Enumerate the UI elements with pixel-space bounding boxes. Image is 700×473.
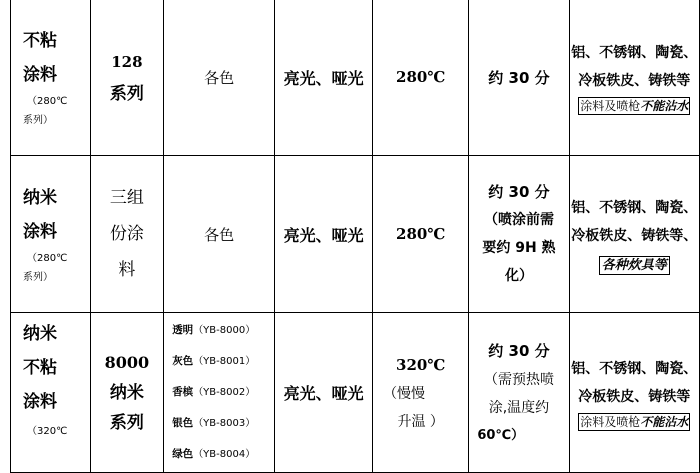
table-row <box>11 156 700 313</box>
usage-line: 冷板铁皮、铸铁等 <box>578 388 691 405</box>
color-item-code: （YB-8001） <box>193 356 256 367</box>
color-list-cell <box>164 313 275 473</box>
usage-warning-emphasis: 不能沾水 <box>640 99 689 113</box>
coating-name-line: 涂料 <box>23 392 57 412</box>
color-item-name: 香槟 <box>172 386 194 398</box>
coating-name-note: 系列） <box>23 115 53 126</box>
time-value: （喷涂前需 <box>483 212 554 228</box>
temperature-cell <box>373 156 469 313</box>
color-cell <box>164 156 275 313</box>
color-item-code: （YB-8002） <box>193 387 256 398</box>
usage-warning-prefix: 涂料及喷枪 <box>580 99 641 113</box>
series-cell <box>90 0 164 156</box>
color-cell <box>164 0 275 156</box>
usage-cell <box>569 156 699 313</box>
gloss-cell <box>275 313 373 473</box>
temperature-cell <box>373 313 469 473</box>
time-note: 涂,温度约 <box>488 399 550 416</box>
gloss-cell <box>275 156 373 313</box>
usage-warning <box>578 97 690 115</box>
color-item <box>172 346 274 377</box>
usage-cell <box>569 313 699 473</box>
time-cell <box>469 313 569 473</box>
time-value: 约 30 分 <box>488 341 550 360</box>
coating-name-note: （280℃ <box>27 96 68 107</box>
color-item-name: 透明 <box>172 324 194 336</box>
coating-name-line: 不粘 <box>23 31 57 51</box>
coating-name-cell <box>11 0 91 156</box>
usage-line: 冷板铁皮、铸铁等 <box>578 73 691 89</box>
color-item-code: （YB-8004） <box>193 449 256 460</box>
gloss-value: 亮光、哑光 <box>283 225 364 245</box>
series-line: 料 <box>118 260 136 280</box>
coating-name-cell <box>11 313 91 473</box>
temperature-cell <box>373 0 469 156</box>
time-value: 约 30 分 <box>488 183 550 201</box>
temperature-value: 320℃ <box>396 355 446 374</box>
coating-name-note: （320℃ <box>27 426 68 437</box>
color-item <box>172 377 274 408</box>
coating-name-note: （280℃ <box>27 253 68 264</box>
color-value: 各色 <box>204 225 235 244</box>
color-value: 各色 <box>204 68 235 87</box>
time-cell <box>469 156 569 313</box>
coating-name-line: 涂料 <box>23 222 57 242</box>
color-item-code: （YB-8000） <box>193 325 256 336</box>
coating-spec-table <box>10 0 700 473</box>
coating-name-line: 纳米 <box>23 188 57 208</box>
usage-note: 各种炊具等 <box>599 256 670 275</box>
time-cell <box>469 0 569 156</box>
series-line: 8000 <box>104 352 150 372</box>
color-item-name: 绿色 <box>172 448 194 460</box>
time-value: 化） <box>504 268 533 284</box>
usage-warning-prefix: 涂料及喷枪 <box>580 414 641 429</box>
temperature-note: 升温 ） <box>397 413 444 430</box>
table-row <box>11 313 700 473</box>
series-line: 三组 <box>109 188 144 208</box>
temperature-note: （慢慢 <box>383 385 426 402</box>
coating-name-line: 纳米 <box>23 324 57 344</box>
series-cell <box>90 313 164 473</box>
usage-cell <box>569 0 699 156</box>
series-line: 份涂 <box>109 224 144 244</box>
color-item-name: 灰色 <box>172 355 194 367</box>
usage-line: 冷板铁皮、铸铁等、 <box>571 227 698 244</box>
color-item-name: 银色 <box>172 417 194 429</box>
coating-name-note: 系列） <box>23 272 53 283</box>
series-cell <box>90 156 164 313</box>
color-item <box>172 408 274 439</box>
series-line: 系列 <box>109 84 144 104</box>
temperature-value: 280℃ <box>396 68 446 86</box>
series-line: 128 <box>111 53 143 71</box>
table-row <box>11 0 700 156</box>
usage-line: 铝、不锈钢、陶瓷、 <box>571 360 698 377</box>
usage-line: 铝、不锈钢、陶瓷、 <box>571 45 698 61</box>
usage-line: 铝、不锈钢、陶瓷、 <box>571 199 698 216</box>
time-note: 60℃） <box>477 427 525 443</box>
color-item <box>172 439 274 470</box>
usage-warning <box>578 413 690 431</box>
time-note: （需预热喷 <box>483 371 554 388</box>
color-item <box>172 315 274 346</box>
gloss-value: 亮光、哑光 <box>283 384 364 403</box>
coating-name-cell <box>11 156 91 313</box>
color-item-code: （YB-8003） <box>193 418 256 429</box>
gloss-value: 亮光、哑光 <box>283 68 364 88</box>
temperature-value: 280℃ <box>396 225 446 243</box>
series-line: 系列 <box>109 412 144 433</box>
time-value: 要约 9H 熟 <box>482 240 556 256</box>
coating-name-line: 不粘 <box>23 358 57 378</box>
coating-name-line: 涂料 <box>23 65 57 85</box>
time-value: 约 30 分 <box>488 68 550 87</box>
series-line: 纳米 <box>109 382 144 403</box>
gloss-cell <box>275 0 373 156</box>
usage-warning-emphasis: 不能沾水 <box>640 414 689 429</box>
